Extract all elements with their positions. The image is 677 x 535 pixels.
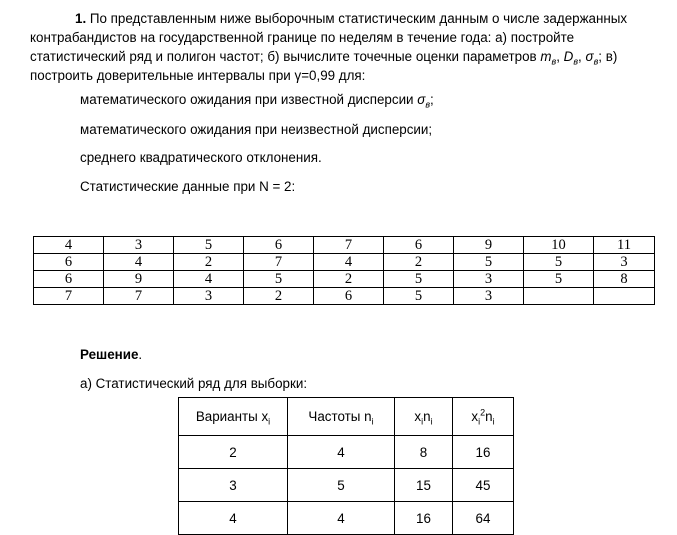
table-cell <box>524 288 594 305</box>
header-frequencies <box>288 398 395 436</box>
table-cell: 5 <box>384 288 454 305</box>
param-m: m <box>540 49 552 64</box>
table-cell <box>594 288 655 305</box>
param-d: D <box>563 49 574 64</box>
item-text: математического ожидания при известной дисперсии <box>80 92 418 107</box>
table-row <box>34 254 655 271</box>
header-sup: 2 <box>480 407 486 418</box>
table-cell: 7 <box>34 288 104 305</box>
table-row <box>34 288 655 305</box>
header-text: x <box>471 409 479 424</box>
header-text: n <box>485 409 493 424</box>
sigma-symbol: σ <box>417 92 426 107</box>
header-text: Варианты x <box>195 409 269 424</box>
header-sub: i <box>478 416 481 427</box>
data-caption: Статистические данные при N = 2: <box>80 179 296 194</box>
table-cell: 3 <box>174 288 244 305</box>
table-cell: 45 <box>453 469 514 502</box>
item-known-variance <box>80 90 434 109</box>
table-cell: 7 <box>314 237 384 254</box>
table-row <box>179 502 514 535</box>
table-row <box>34 271 655 288</box>
table-cell: 8 <box>594 271 655 288</box>
item-end: ; <box>430 92 434 107</box>
part-a-caption: а) Статистический ряд для выборки: <box>80 376 308 391</box>
header-sub: i <box>421 416 424 427</box>
item-unknown-variance: математического ожидания при неизвестной дисперсии; <box>80 122 433 137</box>
solution-title: Решение <box>80 347 139 362</box>
table-cell: 11 <box>594 237 655 254</box>
separator: , <box>578 49 586 64</box>
table-cell: 4 <box>288 502 395 535</box>
param-m-sub: в <box>551 56 557 67</box>
problem-text-end: ; в) построить доверительные интервалы при γ=0,99 для: <box>30 49 618 83</box>
table-cell: 3 <box>594 254 655 271</box>
table-cell: 7 <box>104 288 174 305</box>
table-cell: 5 <box>524 254 594 271</box>
solution-heading <box>80 345 142 364</box>
problem-statement <box>30 9 655 85</box>
table-row <box>179 436 514 469</box>
table-cell: 4 <box>314 254 384 271</box>
header-x2n <box>453 398 514 436</box>
solution-title-dot: . <box>138 347 143 362</box>
header-xn <box>395 398 453 436</box>
table-cell: 5 <box>244 271 314 288</box>
problem-number: 1. <box>75 11 87 26</box>
header-sub: i <box>268 416 271 427</box>
header-text: Частоты n <box>308 409 372 424</box>
statistical-data-table <box>33 236 655 305</box>
table-cell: 9 <box>454 237 524 254</box>
table-cell: 3 <box>454 271 524 288</box>
table-row <box>179 469 514 502</box>
table-cell: 6 <box>384 237 454 254</box>
table-cell: 2 <box>314 271 384 288</box>
table-cell: 7 <box>244 254 314 271</box>
table-cell: 2 <box>174 254 244 271</box>
header-sub: i <box>371 416 374 427</box>
table-cell: 5 <box>174 237 244 254</box>
param-sigma-sub: в <box>593 56 599 67</box>
table-row <box>34 237 655 254</box>
table-cell: 5 <box>288 469 395 502</box>
table-cell: 6 <box>244 237 314 254</box>
table-cell: 64 <box>453 502 514 535</box>
table-cell: 5 <box>454 254 524 271</box>
table-cell: 10 <box>524 237 594 254</box>
item-std-deviation: среднего квадратического отклонения. <box>80 150 322 165</box>
table-cell: 2 <box>179 436 288 469</box>
table-header-row <box>179 398 514 436</box>
table-cell: 16 <box>395 502 453 535</box>
table-cell: 15 <box>395 469 453 502</box>
table-cell: 6 <box>34 254 104 271</box>
param-sigma: σ <box>585 49 594 64</box>
table-cell: 2 <box>244 288 314 305</box>
header-text: n <box>423 409 431 424</box>
sigma-sub: в <box>425 99 431 110</box>
table-cell: 5 <box>384 271 454 288</box>
table-cell: 3 <box>454 288 524 305</box>
table-cell: 4 <box>174 271 244 288</box>
table-cell: 16 <box>453 436 514 469</box>
header-text: x <box>414 409 422 424</box>
table-cell: 5 <box>524 271 594 288</box>
table-cell: 3 <box>179 469 288 502</box>
table-cell: 2 <box>384 254 454 271</box>
table-cell: 4 <box>104 254 174 271</box>
header-variants <box>179 398 288 436</box>
header-sub: i <box>492 416 495 427</box>
header-sub: i <box>430 416 433 427</box>
problem-text: По представленным ниже выборочным статистическим данным о числе задержанных контрабандистов на государственной границе по неделям в течение года: а) постройте статистический ряд и полигон частот; б) вычислите точечные оценки параметров <box>30 11 628 64</box>
table-cell: 6 <box>34 271 104 288</box>
separator: , <box>556 49 564 64</box>
param-d-sub: в <box>573 56 579 67</box>
table-cell: 9 <box>104 271 174 288</box>
table-cell: 6 <box>314 288 384 305</box>
table-cell: 4 <box>288 436 395 469</box>
statistical-series-table <box>178 397 514 535</box>
table-cell: 8 <box>395 436 453 469</box>
table-cell: 4 <box>34 237 104 254</box>
table-cell: 3 <box>104 237 174 254</box>
table-cell: 4 <box>179 502 288 535</box>
